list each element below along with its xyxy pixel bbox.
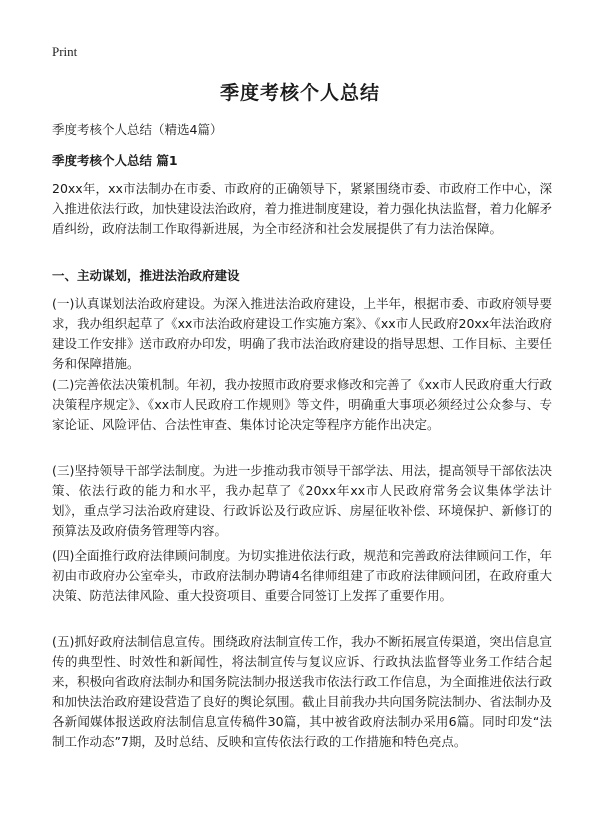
document-title: 季度考核个人总结 [219, 82, 380, 104]
paragraph-item-5: (五)抓好政府法制信息宣传。围绕政府法制宣传工作，我办不断拓展宣传渠道，突出信息宣传的典型性、时效性和新闻性，将法制宣传与复议应诉、行政执法监督等业务工作结合起来，积极向省政府法制办和国务院法制办报送我市依法行政工作信息，为全面推进依法行政和加快法治政府建设营造了良好的舆论氛围。截止目前我办共向国务院法制办、省法制办及各新闻媒体报送政府法制信息宣传稿件30篇，其中被省政府法制办采用6篇。同时印发“法制工作动态”7期，及时总结、反映和宣传依法行政的工作措施和特色亮点。 [52, 634, 553, 749]
print-link[interactable]: Print [52, 44, 78, 59]
paragraph-item-3: (三)坚持领导干部学法制度。为进一步推动我市领导干部学法、用法，提高领导干部依法决策、依法行政的能力和水平，我办起草了《20xx年xx市人民政府常务会议集体学法计划》，重点学习法治政府建设、行政诉讼及行政应诉、房屋征收补偿、环境保护、新修订的预算法及政府债务管理等内容。 [52, 463, 552, 538]
intro-paragraph: 20xx年，xx市法制办在市委、市政府的正确领导下，紧紧围绕市委、市政府工作中心，深入推进依法行政，加快建设法治政府，着力推进制度建设，着力强化执法监督，着力化解矛盾纠纷，政府法制工作取得新进展，为全市经济和社会发展提供了有力法治保障。 [52, 181, 553, 236]
document-subtitle: 季度考核个人总结（精选4篇） [52, 122, 223, 137]
paragraph-item-4: (四)全面推行政府法律顾问制度。为切实推进依法行政，规范和完善政府法律顾问工作，年初由市政府办公室牵头，市政府法制办聘请4名律师组建了市政府法律顾问团，在政府重大决策、防范法律风险、重大投资项目、重要合同签订上发挥了重要作用。 [52, 548, 552, 603]
paragraph-item-2: (二)完善依法决策机制。年初，我办按照市政府要求修改和完善了《xx市人民政府重大行政决策程序规定》、《xx市人民政府工作规则》等文件，明确重大事项必须经过公众参与、专家论证、风险评估、合法性审查、集体讨论决定等程序方能作出决定。 [52, 377, 552, 432]
section-heading: 一、主动谋划，推进法治政府建设 [52, 268, 240, 283]
paragraph-item-1: (一)认真谋划法治政府建设。为深入推进法治政府建设，上半年，根据市委、市政府领导要求，我办组织起草了《xx市法治政府建设工作实施方案》、《xx市人民政府20xx年法治政府建设工作安排》送市政府办印发，明确了我市法治政府建设的指导思想、工作目标、主要任务和保障措施。 [52, 296, 553, 371]
article-heading: 季度考核个人总结 篇1 [52, 153, 178, 168]
